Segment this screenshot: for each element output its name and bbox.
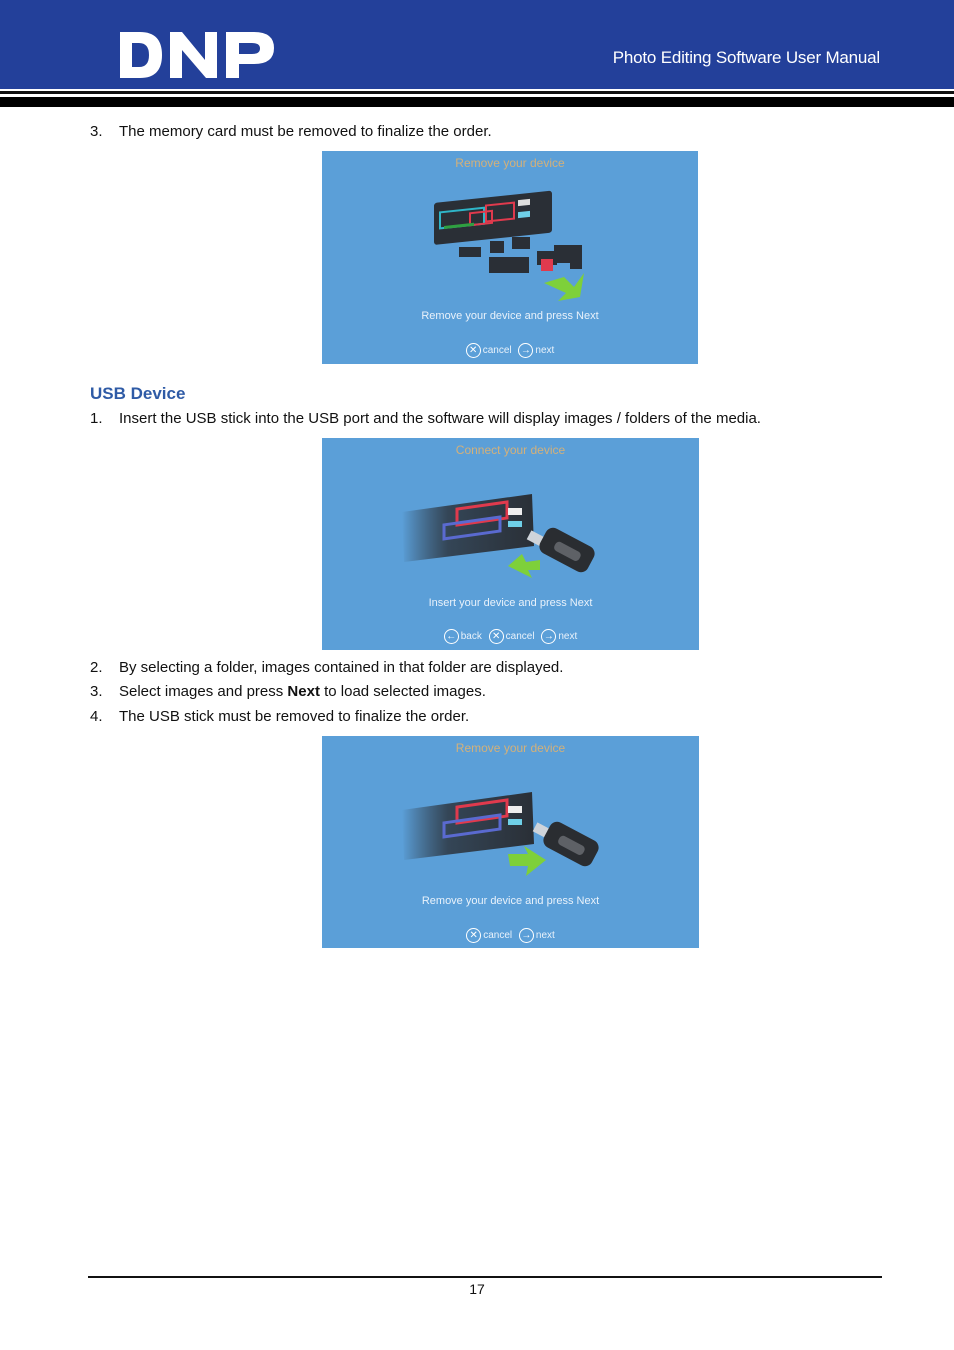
cancel-button[interactable]: ✕ cancel [466,928,512,943]
remove-card-screenshot [322,151,698,364]
card-reader-illustration [322,151,698,364]
arrow-right-icon: → [541,629,556,644]
list-item [90,658,563,678]
list-item [90,409,761,429]
remove-usb-screenshot [322,736,699,948]
page-number: 17 [469,1281,485,1297]
list-text: Select images and press [119,683,288,700]
header-divider [0,91,954,94]
list-text: By selecting a folder, images contained in that folder are displayed. [119,659,564,676]
screen-message: Remove your device and press Next [421,895,600,907]
usb-reader-illustration [322,736,699,948]
usb-reader-illustration [322,438,699,650]
cancel-button[interactable]: ✕ cancel [489,629,535,644]
arrow-right-icon: → [519,928,534,943]
list-number: 1. [90,410,103,427]
screen-buttons [322,928,699,943]
list-item [90,682,486,702]
arrow-right-icon: → [518,343,533,358]
list-item [90,707,469,727]
screen-buttons [322,343,698,358]
next-button[interactable]: → next [518,343,554,358]
list-item [90,122,492,142]
dnp-logo [118,30,278,80]
back-button[interactable]: ← back [444,629,482,644]
section-heading: USB Device [90,384,186,403]
arrow-left-icon: ← [444,629,459,644]
page-header [0,0,954,89]
list-number: 4. [90,708,103,725]
list-text: The memory card must be removed to finalize the order. [119,123,492,140]
list-text-tail: to load selected images. [319,683,486,700]
close-icon: ✕ [466,343,481,358]
screen-title: Remove your device [455,741,566,755]
connect-device-screenshot [322,438,699,650]
screen-buttons [322,629,699,644]
list-number: 2. [90,659,103,676]
screen-title: Remove your device [455,156,565,170]
header-divider-thick [0,97,954,107]
screen-message: Insert your device and press Next [428,597,593,609]
next-emphasis: Next [287,683,320,700]
list-number: 3. [90,683,103,700]
next-button[interactable]: → next [541,629,577,644]
list-text: The USB stick must be removed to finalize the order. [119,708,470,725]
close-icon: ✕ [489,629,504,644]
screen-message: Remove your device and press Next [421,310,599,322]
next-button[interactable]: → next [519,928,555,943]
manual-title: Photo Editing Software User Manual [612,48,880,67]
list-text: Insert the USB stick into the USB port and the software will display images / folders of the media. [119,410,761,427]
footer-divider [88,1276,882,1278]
close-icon: ✕ [466,928,481,943]
cancel-button[interactable]: ✕ cancel [466,343,512,358]
list-number: 3. [90,123,103,140]
screen-title: Connect your device [455,443,566,457]
